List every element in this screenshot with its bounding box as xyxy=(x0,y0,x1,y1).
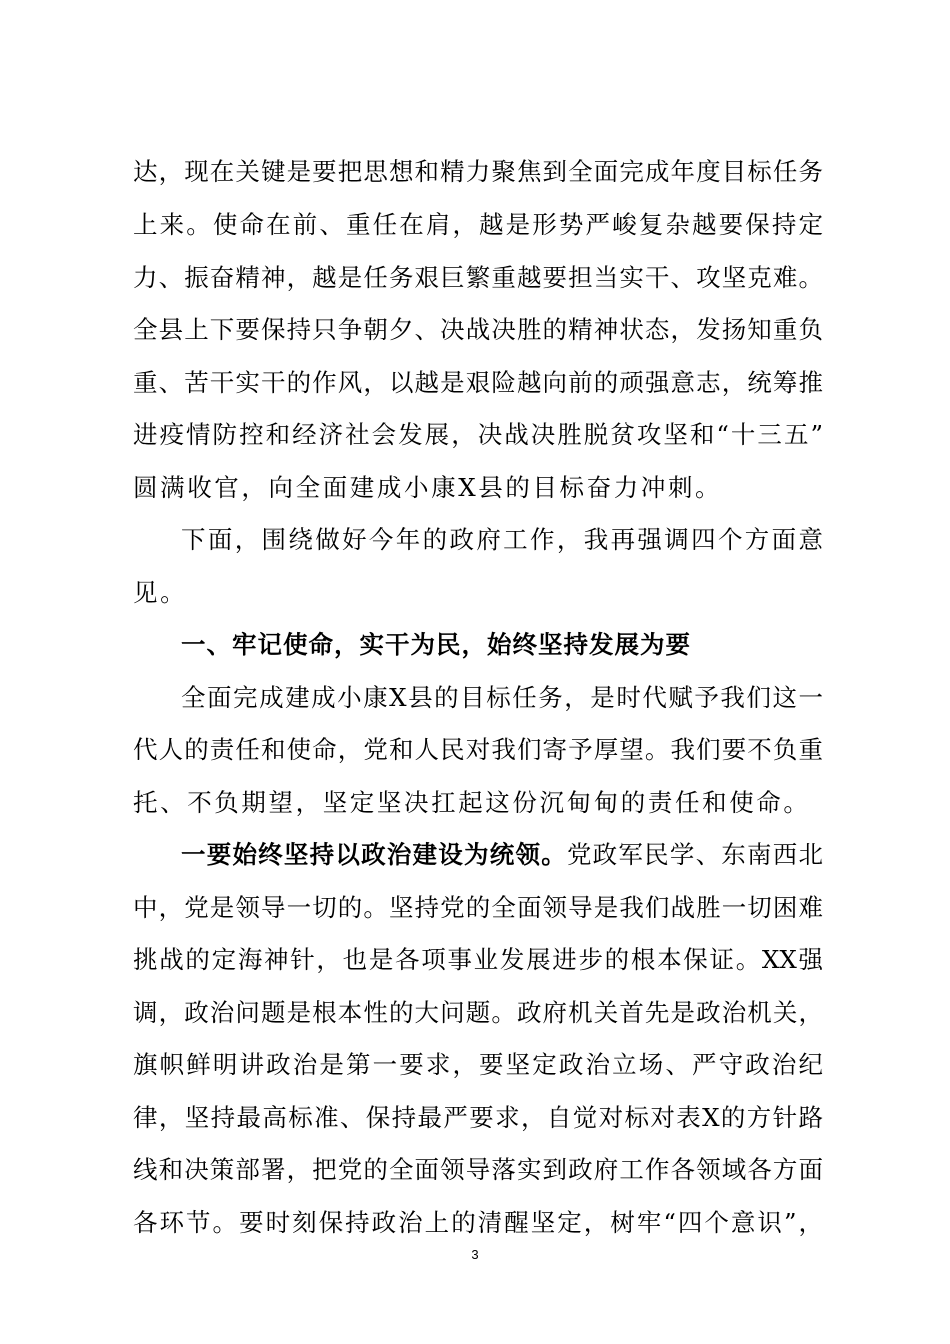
paragraph-line: 达，现在关键是要把思想和精力聚焦到全面完成年度目标任务 xyxy=(133,157,823,186)
paragraph-line: 见。 xyxy=(133,578,188,607)
paragraph-line: 全县上下要保持只争朝夕、决战决胜的精神状态，发扬知重负 xyxy=(133,315,823,344)
section-heading: 一、牢记使命，实干为民，始终坚持发展为要 xyxy=(181,630,691,659)
paragraph-line: 上来。使命在前、重任在肩，越是形势严峻复杂越要保持定 xyxy=(133,210,823,239)
paragraph-line: 调，政治问题是根本性的大问题。政府机关首先是政治机关， xyxy=(133,998,823,1027)
page-number: 3 xyxy=(471,1247,479,1262)
bold-lead-sentence: 一要始终坚持以政治建设为统领。 xyxy=(181,840,567,869)
paragraph-line: 进疫情防控和经济社会发展，决战决胜脱贫攻坚和“十三五” xyxy=(133,420,823,449)
paragraph-text: 党政军民学、东南西北 xyxy=(566,840,823,869)
paragraph-line: 旗帜鲜明讲政治是第一要求，要坚定政治立场、严守政治纪 xyxy=(133,1050,823,1079)
paragraph-line: 圆满收官，向全面建成小康X县的目标奋力冲刺。 xyxy=(133,473,723,502)
paragraph-line: 代人的责任和使命，党和人民对我们寄予厚望。我们要不负重 xyxy=(133,735,823,764)
paragraph-line: 线和决策部署，把党的全面领导落实到政府工作各领域各方面 xyxy=(133,1155,823,1184)
paragraph-line: 挑战的定海神针，也是各项事业发展进步的根本保证。XX强 xyxy=(133,945,823,974)
paragraph-line: 全面完成建成小康X县的目标任务，是时代赋予我们这一 xyxy=(181,683,823,712)
paragraph-line: 中，党是领导一切的。坚持党的全面领导是我们战胜一切困难 xyxy=(133,893,823,922)
paragraph-line: 律，坚持最高标准、保持最严要求，自觉对标对表X的方针路 xyxy=(133,1103,823,1132)
paragraph-line: 各环节。要时刻保持政治上的清醒坚定，树牢“四个意识”， xyxy=(133,1208,823,1237)
paragraph-line: 下面，围绕做好今年的政府工作，我再强调四个方面意 xyxy=(181,525,823,554)
paragraph-line: 托、不负期望，坚定坚决扛起这份沉甸甸的责任和使命。 xyxy=(133,788,811,817)
paragraph-line: 重、苦干实干的作风，以越是艰险越向前的顽强意志，统筹推 xyxy=(133,368,823,397)
paragraph-line: 力、振奋精神，越是任务艰巨繁重越要担当实干、攻坚克难。 xyxy=(133,263,823,292)
paragraph-line xyxy=(181,838,823,872)
